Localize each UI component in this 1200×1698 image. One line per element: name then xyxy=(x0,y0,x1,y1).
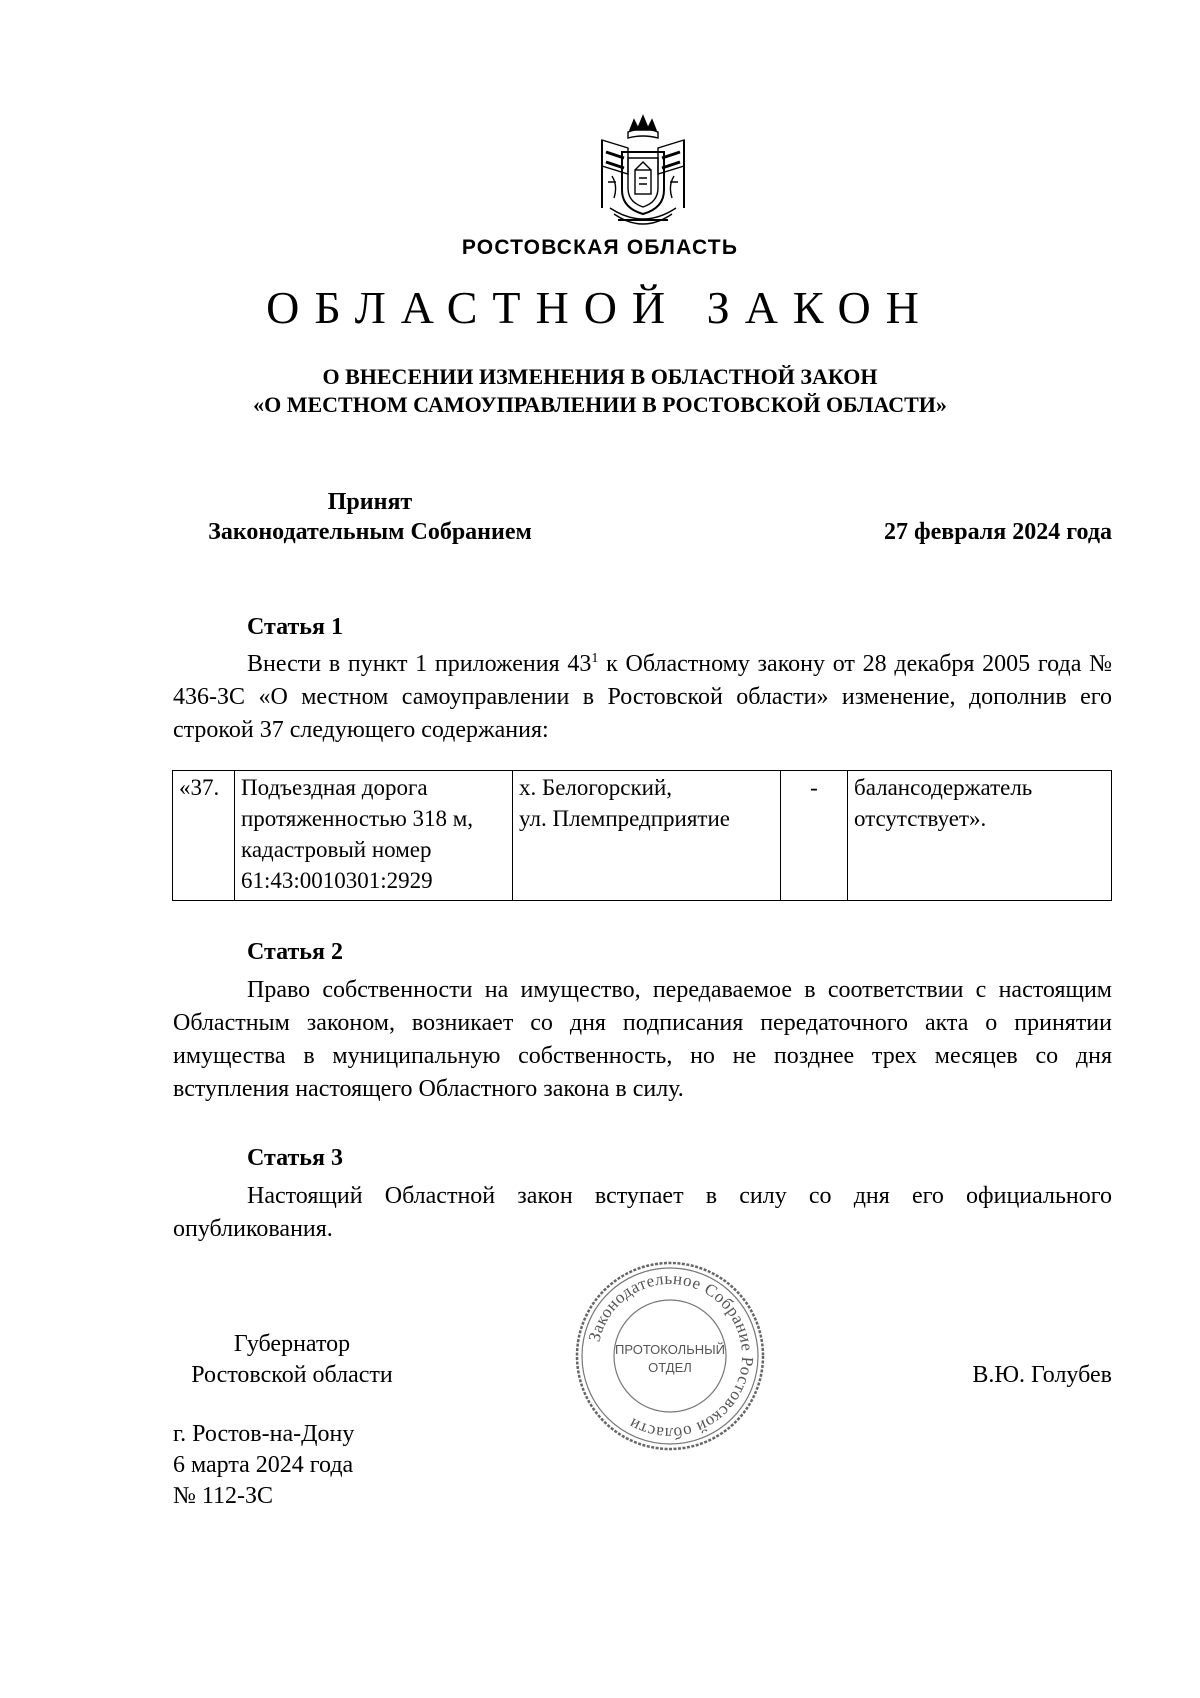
table-row xyxy=(173,771,1112,901)
article-2-paragraph: Право собственности на имущество, передаваемое в соответствии с настоящим Областным законом, возникает со дня подписания передаточного акта о принятии имущества в муниципальную собственность, но не позднее трех месяцев со дня вступления настоящего Областного закона в силу. xyxy=(173,977,1112,1102)
appendix-superscript: 1 xyxy=(591,651,599,666)
adoption-date: 27 февраля 2024 года xyxy=(884,519,1112,545)
adopted-line-1: Принят xyxy=(327,489,413,515)
region-name: РОСТОВСКАЯ ОБЛАСТЬ xyxy=(461,236,739,259)
address-cell xyxy=(513,771,781,901)
object-cell xyxy=(235,771,513,901)
article-3-heading: Статья 3 xyxy=(247,1145,343,1171)
document-type-title: ОБЛАСТНОЙ ЗАКОН xyxy=(266,282,934,333)
coat-of-arms-emblem xyxy=(588,112,698,230)
object-line-3: кадастровый номер xyxy=(241,837,432,862)
dash-value: - xyxy=(810,775,818,800)
address-line-1: х. Белогорский, xyxy=(519,775,673,800)
amendment-table xyxy=(172,770,1112,901)
object-line-2: протяженностью 318 м, xyxy=(241,806,474,831)
adopted-line-2: Законодательным Собранием xyxy=(208,519,532,545)
dash-cell xyxy=(781,771,848,901)
signing-date: 6 марта 2024 года xyxy=(173,1452,354,1478)
article-3-text xyxy=(173,1180,1112,1246)
stamp-center-line-1: ПРОТОКОЛЬНЫЙ xyxy=(614,1342,726,1357)
signatory-title-line-1: Губернатор xyxy=(233,1331,351,1357)
article-2-heading: Статья 2 xyxy=(247,939,343,965)
law-details xyxy=(173,1419,354,1512)
holder-line-1: балансодержатель xyxy=(854,775,1033,800)
law-subtitle xyxy=(0,363,1200,419)
address-line-2: ул. Племпредприятие xyxy=(519,806,730,831)
holder-cell xyxy=(848,771,1112,901)
article-1-text-a: Внести в пункт 1 приложения 43 xyxy=(247,651,592,677)
signatory-name: В.Ю. Голубев xyxy=(972,1362,1112,1388)
signatory-title xyxy=(172,1329,412,1391)
adopted-by xyxy=(170,487,570,547)
row-number-cell xyxy=(173,771,235,901)
article-1-text xyxy=(173,648,1112,747)
city: г. Ростов-на-Дону xyxy=(173,1421,355,1447)
official-stamp xyxy=(572,1258,768,1454)
holder-line-2: отсутствует». xyxy=(854,806,987,831)
row-number: «37. xyxy=(179,775,220,800)
object-line-1: Подъездная дорога xyxy=(241,775,428,800)
article-2-text xyxy=(173,974,1112,1106)
article-1-text-b: к Областному закону от 28 декабря 2005 года № 436-ЗС «О местном самоуправлении в Ростовской области» изменение, дополнив его строкой 37 следующего содержания: xyxy=(173,651,1112,743)
article-3-paragraph: Настоящий Областной закон вступает в силу со дня его официального опубликования. xyxy=(173,1183,1112,1242)
stamp-ring-text: Законодательное Собрание Ростовской области xyxy=(584,1268,758,1444)
article-1-heading: Статья 1 xyxy=(247,614,343,640)
subtitle-line-1: О ВНЕСЕНИИ ИЗМЕНЕНИЯ В ОБЛАСТНОЙ ЗАКОН xyxy=(322,364,878,389)
signatory-title-line-2: Ростовской области xyxy=(191,1362,393,1388)
object-line-4: 61:43:0010301:2929 xyxy=(241,868,433,893)
law-number: № 112-ЗС xyxy=(173,1483,274,1509)
subtitle-line-2: «О МЕСТНОМ САМОУПРАВЛЕНИИ В РОСТОВСКОЙ ОБЛАСТИ» xyxy=(253,392,947,417)
stamp-center-line-2: ОТДЕЛ xyxy=(648,1360,692,1375)
